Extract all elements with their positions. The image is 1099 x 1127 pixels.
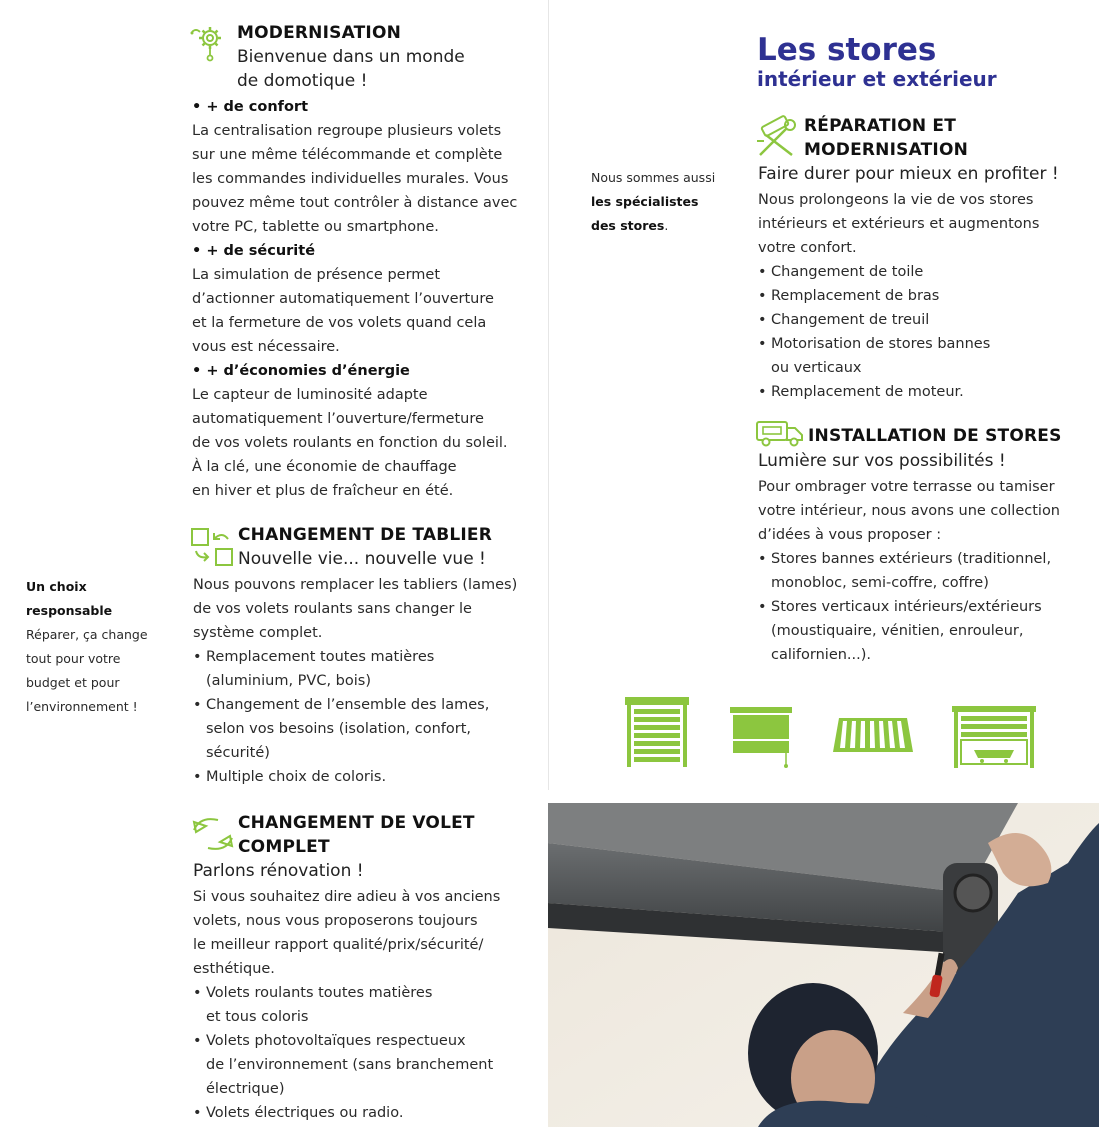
sidebar-left-line: l’environnement ! [26, 699, 138, 714]
volet-subtitle: Parlons rénovation ! [193, 861, 364, 881]
sidebar-mid-line3: des stores [591, 218, 665, 233]
volet-icon [190, 814, 236, 854]
securite-heading: • + de sécurité [192, 243, 316, 259]
installation-bullets [758, 547, 1078, 667]
reparation-intro-line: votre confort. [758, 240, 857, 256]
installation-intro-line: d’idées à vous proposer : [758, 527, 942, 543]
list-item: • Volets roulants toutes matières et tous coloris [193, 981, 523, 1029]
list-item: • Changement de treuil [758, 308, 1078, 332]
energie-line: automatiquement l’ouverture/fermeture [192, 411, 484, 427]
installation-body [758, 475, 1078, 667]
installation-icon [755, 420, 805, 448]
volet-intro-line: le meilleur rapport qualité/prix/sécurité/ [193, 937, 484, 953]
volet-intro-line: esthétique. [193, 961, 275, 977]
confort-line: votre PC, tablette ou smartphone. [192, 219, 439, 235]
sidebar-left-note [26, 575, 176, 719]
installation-intro-line: Pour ombrager votre terrasse ou tamiser [758, 479, 1055, 495]
list-item: • Motorisation de stores bannes ou verticaux [758, 332, 1078, 380]
energie-line: À la clé, une économie de chauffage [192, 459, 457, 475]
tablier-subtitle: Nouvelle vie... nouvelle vue ! [238, 549, 486, 569]
list-item: • Remplacement de bras [758, 284, 1078, 308]
list-item: • Remplacement de moteur. [758, 380, 1078, 404]
modernisation-body [192, 95, 522, 503]
modernisation-subtitle-2: de domotique ! [237, 71, 368, 91]
reparation-title-1: RÉPARATION ET [804, 116, 957, 136]
sidebar-left-line: tout pour votre [26, 651, 121, 666]
securite-line: et la fermeture de vos volets quand cela [192, 315, 487, 331]
gear-sync-icon [188, 22, 232, 66]
list-item: • Stores bannes extérieurs (traditionnel, monobloc, semi-coffre, coffre) [758, 547, 1078, 595]
securite-line: d’actionner automatiquement l’ouverture [192, 291, 494, 307]
volet-intro-line: volets, nous vous proposerons toujours [193, 913, 478, 929]
volet-body [193, 885, 523, 1125]
stores-subtitle: intérieur et extérieur [757, 67, 997, 91]
tablier-title: CHANGEMENT DE TABLIER [238, 525, 493, 545]
photo-technician-awning [548, 803, 1099, 1127]
list-item: • Volets électriques ou radio. [193, 1101, 523, 1125]
installation-subtitle: Lumière sur vos possibilités ! [758, 451, 1006, 471]
volet-title-2: COMPLET [238, 837, 330, 857]
modernisation-gear-icon [188, 22, 232, 66]
confort-line: les commandes individuelles murales. Vous [192, 171, 509, 187]
swap-squares-icon [190, 527, 236, 569]
confort-heading: • + de confort [192, 99, 309, 115]
securite-line: vous est nécessaire. [192, 339, 340, 355]
sidebar-mid-line2: les spécialistes [591, 194, 699, 209]
tablier-icon [190, 527, 236, 569]
list-item: • Remplacement toutes matières (aluminium, PVC, bois) [193, 645, 523, 693]
tools-icon [754, 115, 800, 159]
tablier-body [193, 573, 523, 789]
securite-line: La simulation de présence permet [192, 267, 441, 283]
reparation-body [758, 188, 1078, 404]
reparation-subtitle: Faire durer pour mieux en profiter ! [758, 164, 1059, 184]
confort-line: La centralisation regroupe plusieurs volets [192, 123, 502, 139]
sidebar-left-line: Réparer, ça change [26, 627, 148, 642]
list-item: • Stores verticaux intérieurs/extérieurs (moustiquaire, vénitien, enrouleur, californien...). [758, 595, 1078, 667]
sidebar-mid-note [591, 166, 731, 238]
installation-title: INSTALLATION DE STORES [808, 426, 1062, 446]
modernisation-subtitle-1: Bienvenue dans un monde [237, 47, 465, 67]
confort-line: sur une même télécommande et complète [192, 147, 503, 163]
roller-blind-icon [730, 707, 792, 769]
tablier-intro-line: Nous pouvons remplacer les tabliers (lames) [193, 577, 518, 593]
reparation-bullets [758, 260, 1078, 404]
sidebar-mid-line1: Nous sommes aussi [591, 170, 716, 185]
truck-icon [755, 420, 805, 448]
reparation-intro-line: intérieurs et extérieurs et augmentons [758, 216, 1040, 232]
confort-line: pouvez même tout contrôler à distance avec [192, 195, 518, 211]
reparation-intro-line: Nous prolongeons la vie de vos stores [758, 192, 1034, 208]
rotate-arrows-icon [190, 814, 236, 854]
tablier-bullets [193, 645, 523, 789]
energie-line: en hiver et plus de fraîcheur en été. [192, 483, 454, 499]
modernisation-title: MODERNISATION [237, 23, 402, 43]
energie-line: de vos volets roulants en fonction du soleil. [192, 435, 508, 451]
installation-intro-line: votre intérieur, nous avons une collection [758, 503, 1061, 519]
energie-line: Le capteur de luminosité adapte [192, 387, 428, 403]
energie-heading: • + d’économies d’énergie [192, 363, 410, 379]
volet-title-1: CHANGEMENT DE VOLET [238, 813, 475, 833]
volet-bullets [193, 981, 523, 1125]
reparation-icon [754, 115, 800, 159]
tablier-intro-line: de vos volets roulants sans changer le [193, 601, 472, 617]
awning-icon [833, 718, 913, 754]
stores-title: Les stores [757, 32, 937, 68]
volet-intro-line: Si vous souhaitez dire adieu à vos anciens [193, 889, 501, 905]
list-item: • Multiple choix de coloris. [193, 765, 523, 789]
tablier-intro-line: système complet. [193, 625, 323, 641]
page-fold [548, 0, 549, 790]
garage-door-icon [952, 706, 1036, 768]
sidebar-left-line: budget et pour [26, 675, 120, 690]
sidebar-left-heading: Un choix responsable [26, 579, 113, 618]
sidebar-mid-period: . [664, 218, 669, 233]
roller-shutter-icon [625, 697, 689, 767]
reparation-title-2: MODERNISATION [804, 140, 969, 160]
list-item: • Volets photovoltaïques respectueux de l’environnement (sans branchement électrique) [193, 1029, 523, 1101]
list-item: • Changement de toile [758, 260, 1078, 284]
list-item: • Changement de l’ensemble des lames, selon vos besoins (isolation, confort, sécurité) [193, 693, 523, 765]
